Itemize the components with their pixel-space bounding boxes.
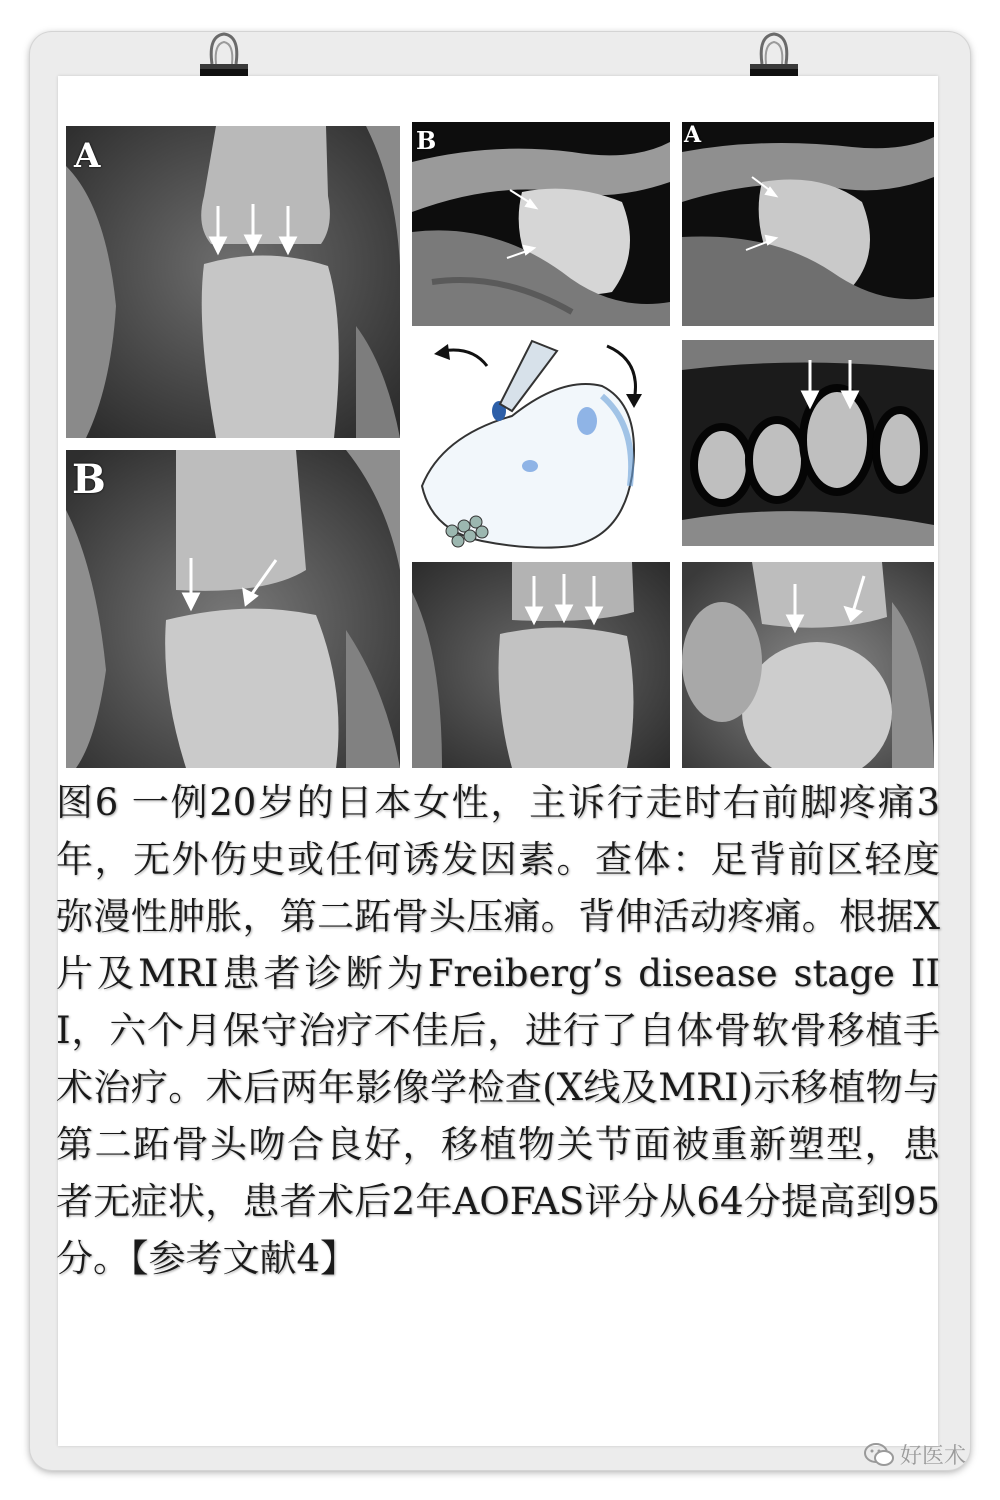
postop-xray-panel-1 (412, 562, 670, 768)
wechat-icon (864, 1442, 894, 1468)
surgical-illustration (412, 336, 670, 552)
mri-sagittal-panel-a (682, 122, 934, 326)
panel-label-a: A (74, 136, 101, 176)
panel-label-mri-b: B (416, 126, 437, 155)
xray-panel-a (66, 126, 400, 438)
figure-caption: 图6 一例20岁的日本女性，主诉行走时右前脚疼痛3年，无外伤史或任何诱发因素。查体：足背前区轻度弥漫性肿胀，第二跖骨头压痛。背伸活动疼痛。根据X片及MRI患者诊断为Freiberg’s disease stage III，六个月保守治疗不佳后，进行了自体骨软骨移植手术治疗。术后两年影像学检查(X线及MRI)示移植物与第二跖骨头吻合良好，移植物关节面被重新塑型，患者无症状，患者术后2年AOFAS评分从64分提高到95分。【参考文献4】 (56, 781, 940, 1280)
xray-panel-b (66, 450, 400, 768)
watermark (864, 1439, 966, 1470)
watermark-text: 好医术 (899, 1444, 966, 1469)
mri-sagittal-panel-b (412, 122, 670, 326)
panel-label-b: B (72, 456, 106, 503)
panel-label-mri-a: A (684, 122, 702, 148)
mri-axial-panel (682, 340, 934, 546)
postop-xray-panel-2 (682, 562, 934, 768)
